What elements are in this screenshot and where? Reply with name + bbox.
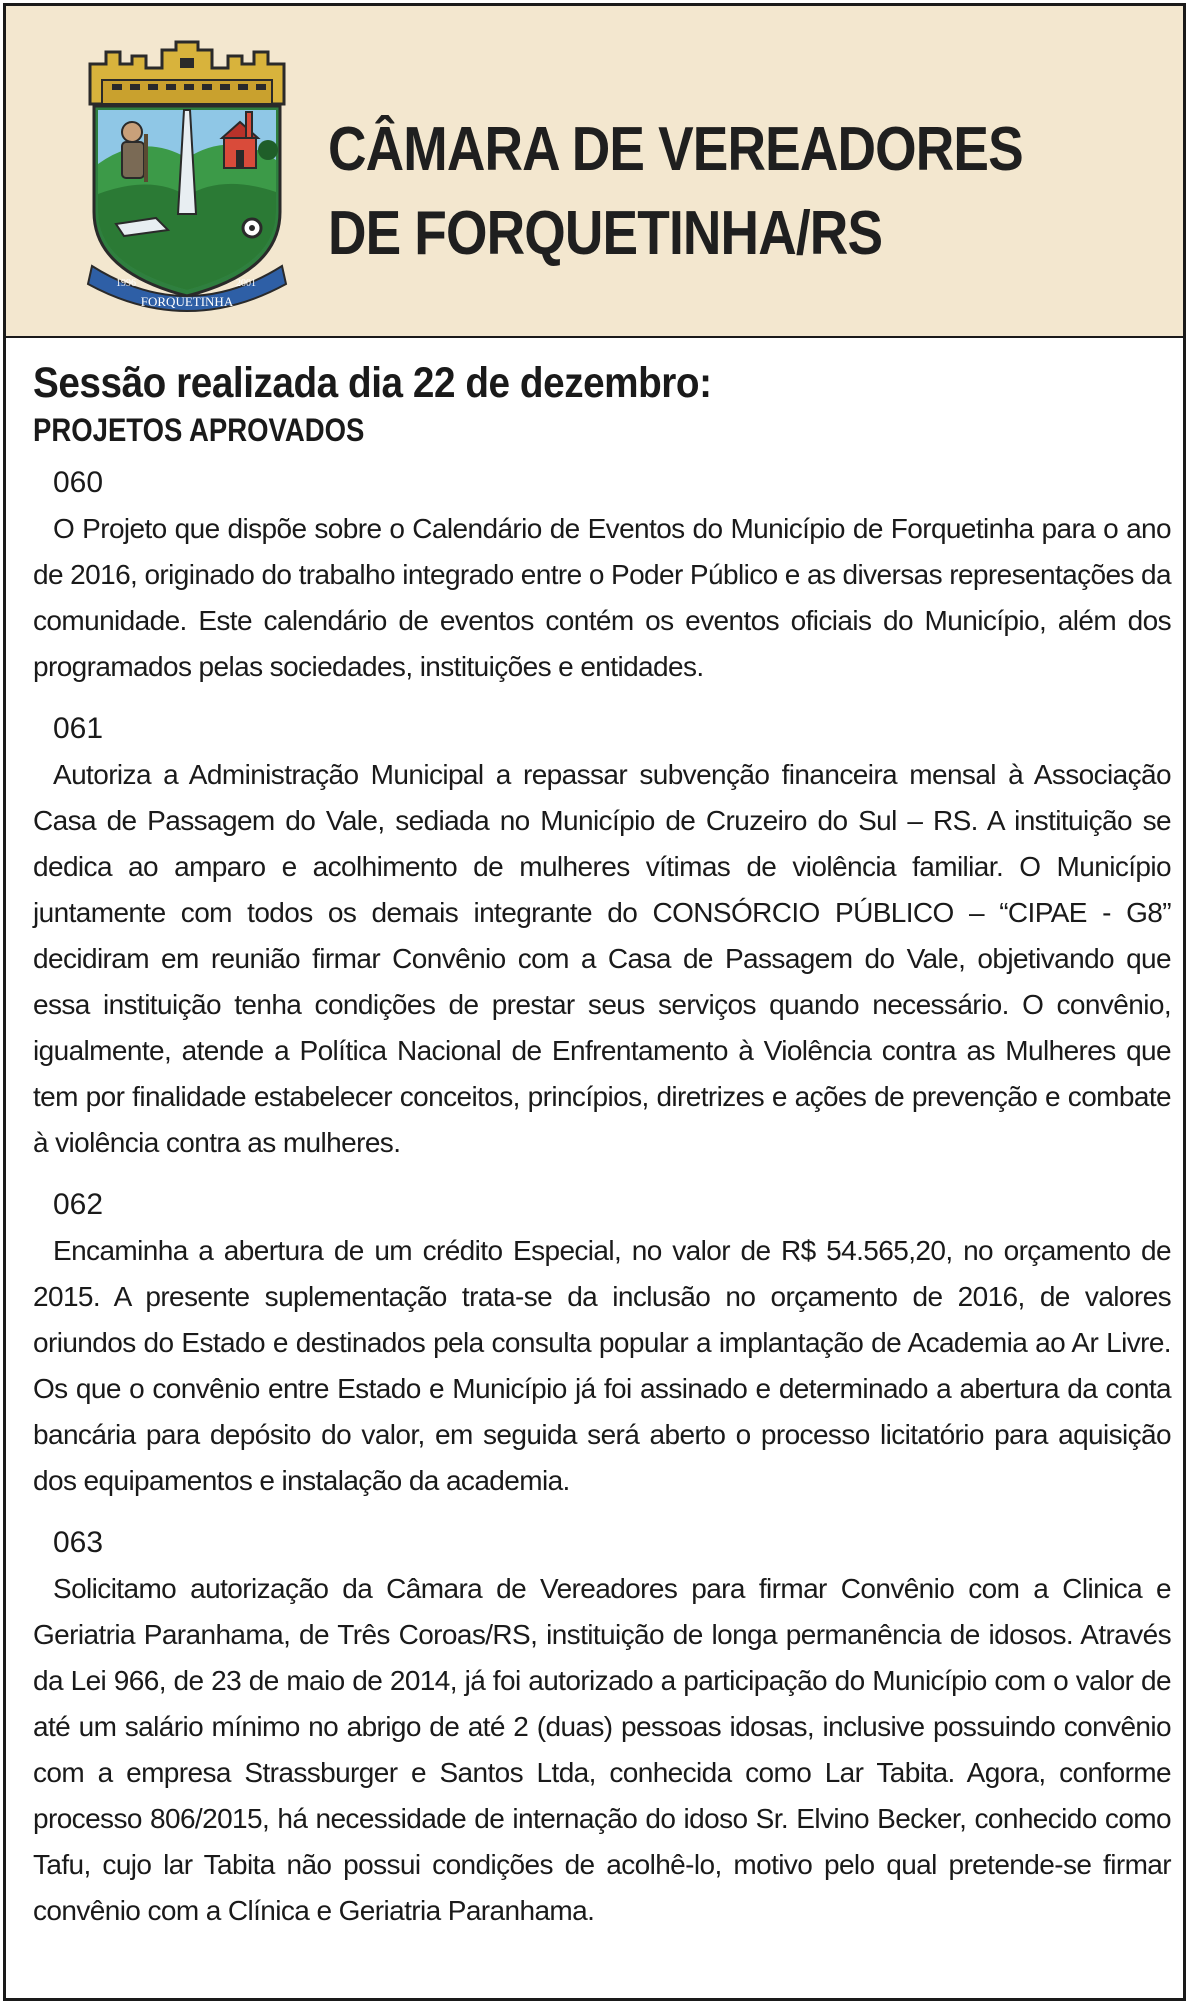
project-062 xyxy=(33,1182,1171,1504)
project-number: 061 xyxy=(53,712,104,745)
crest-year-right: 2001 xyxy=(236,278,256,289)
chamber-title xyxy=(328,108,1023,276)
project-number: 063 xyxy=(53,1526,104,1559)
project-063 xyxy=(33,1520,1171,1934)
project-number: 060 xyxy=(53,466,104,499)
notice-frame xyxy=(3,3,1186,2001)
chamber-title-line-1: CÂMARA DE VEREADORES xyxy=(328,115,1023,184)
project-description: O Projeto que dispõe sobre o Calendário de Eventos do Município de Forquetinha para o ano de 2016, originado do trabalho integrado entre o Poder Público e as diversas representações da comunidade. Este calendário de eventos contém os eventos oficiais do Município, além dos programados pelas sociedades, instituições e entidades. xyxy=(33,513,1171,682)
crest-year-left: 1996 xyxy=(116,278,136,289)
project-description: Encaminha a abertura de um crédito Especial, no valor de R$ 54.565,20, no orçamento de 2015. A presente suplementação trata-se da inclusão no orçamento de 2016, de valores oriundos do Estado e destinados pela consulta popular a implantação de Academia ao Ar Livre. Os que o convênio entre Estado e Município já foi assinado e determinado a abertura da conta bancária para depósito do valor, em seguida será aberto o processo licitatório para aquisição dos equipamentos e instalação da academia. xyxy=(33,1235,1171,1496)
project-060 xyxy=(33,460,1171,690)
section-title: PROJETOS APROVADOS xyxy=(33,412,365,448)
session-title: Sessão realizada dia 22 de dezembro: xyxy=(33,359,712,407)
chamber-title-line-2: DE FORQUETINHA/RS xyxy=(328,199,883,268)
notice-body xyxy=(33,358,1171,1950)
project-description: Autoriza a Administração Municipal a repassar subvenção financeira mensal à Associação Casa de Passagem do Vale, sediada no Município de Cruzeiro do Sul – RS. A instituição se dedica ao amparo e acolhimento de mulheres vítimas de violência familiar. O Município juntamente com todos os demais integrante do CONSÓRCIO PÚBLICO – “CIPAE - G8” decidiram em reunião firmar Convênio com a Casa de Passagem do Vale, objetivando que essa instituição tenha condições de prestar seus serviços quando necessário. O convênio, igualmente, atende a Política Nacional de Enfrentamento à Violência contra as Mulheres que tem por finalidade estabelecer conceitos, princípios, diretrizes e ações de prevenção e combate à violência contra as mulheres. xyxy=(33,759,1171,1158)
project-description: Solicitamo autorização da Câmara de Vereadores para firmar Convênio com a Clinica e Geriatria Paranhama, de Três Coroas/RS, instituição de longa permanência de idosos. Através da Lei 966, de 23 de maio de 2014, já foi autorizado a participação do Município com o valor de até um salário mínimo no abrigo de até 2 (duas) pessoas idosas, inclusive possuindo convênio com a empresa Strassburger e Santos Ltda, conhecida como Lar Tabita. Agora, conforme processo 806/2015, há necessidade de internação do idoso Sr. Elvino Becker, conhecido como Tafu, cujo lar Tabita não possui condições de acolhê-lo, motivo pelo qual pretende-se firmar convênio com a Clínica e Geriatria Paranhama. xyxy=(33,1573,1171,1926)
shield-icon xyxy=(94,106,280,296)
project-061 xyxy=(33,706,1171,1166)
crest-ribbon-text: FORQUETINHA xyxy=(140,294,234,309)
crown-icon xyxy=(90,42,284,104)
municipal-coat-of-arms xyxy=(72,34,302,314)
project-number: 062 xyxy=(53,1188,104,1221)
header-banner xyxy=(6,6,1183,338)
